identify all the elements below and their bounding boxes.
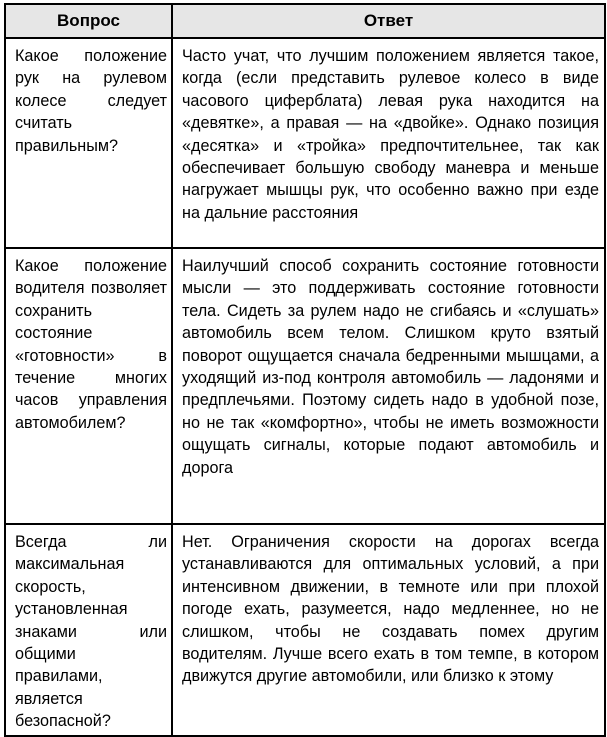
question-cell: Всегда ли максимальная скорость, установленная знаками или общими правилами, является безопасной?: [5, 524, 172, 736]
answer-cell: Нет. Ограничения скорости на дорогах всегда устанавливаются для оптимальных условий, а при интенсивном движении, в темноте или при плохой погоде ехать, разумеется, надо медленнее, но не слишком, чтобы не создавать помех другим водителям. Лучше всего ехать в том темпе, в котором движутся другие автомобили, или близко к этому: [172, 524, 605, 736]
answer-cell: Наилучший способ сохранить состояние готовности мысли — это поддерживать состояние готовности тела. Сидеть за рулем надо не сгибаясь и «слушать» автомобиль всем телом. Слишком круто взятый поворот ощущается сначала бедренными мышцами, а уходящий из-под контроля автомобиль — ладонями и предплечьями. Поэтому сидеть надо в удобной позе, но не так «комфортно», чтобы не иметь возможности ощущать сигналы, которые подают автомобиль и дорога: [172, 248, 605, 524]
header-answer: Ответ: [172, 4, 605, 38]
question-cell: Какое положение рук на рулевом колесе следует считать правильным?: [5, 38, 172, 248]
table-row: [5, 248, 605, 524]
table-body: [5, 38, 605, 736]
table-row: [5, 524, 605, 736]
header-row: [5, 4, 605, 38]
table-row: [5, 38, 605, 248]
qa-table: [4, 3, 606, 737]
answer-cell: Часто учат, что лучшим положением является такое, когда (если представить рулевое колесо в виде часового циферблата) левая рука находится на «девятке», а правая — на «двойке». Однако позиция «десятка» и «тройка» предпочтительнее, так как обеспечивает большую свободу маневра и меньше нагружает мышцы рук, что особенно важно при езде на дальние расстояния: [172, 38, 605, 248]
header-question: Вопрос: [5, 4, 172, 38]
table-header: [5, 4, 605, 38]
question-cell: Какое положение водителя позволяет сохранить состояние «готовности» в течение многих часов управления автомобилем?: [5, 248, 172, 524]
